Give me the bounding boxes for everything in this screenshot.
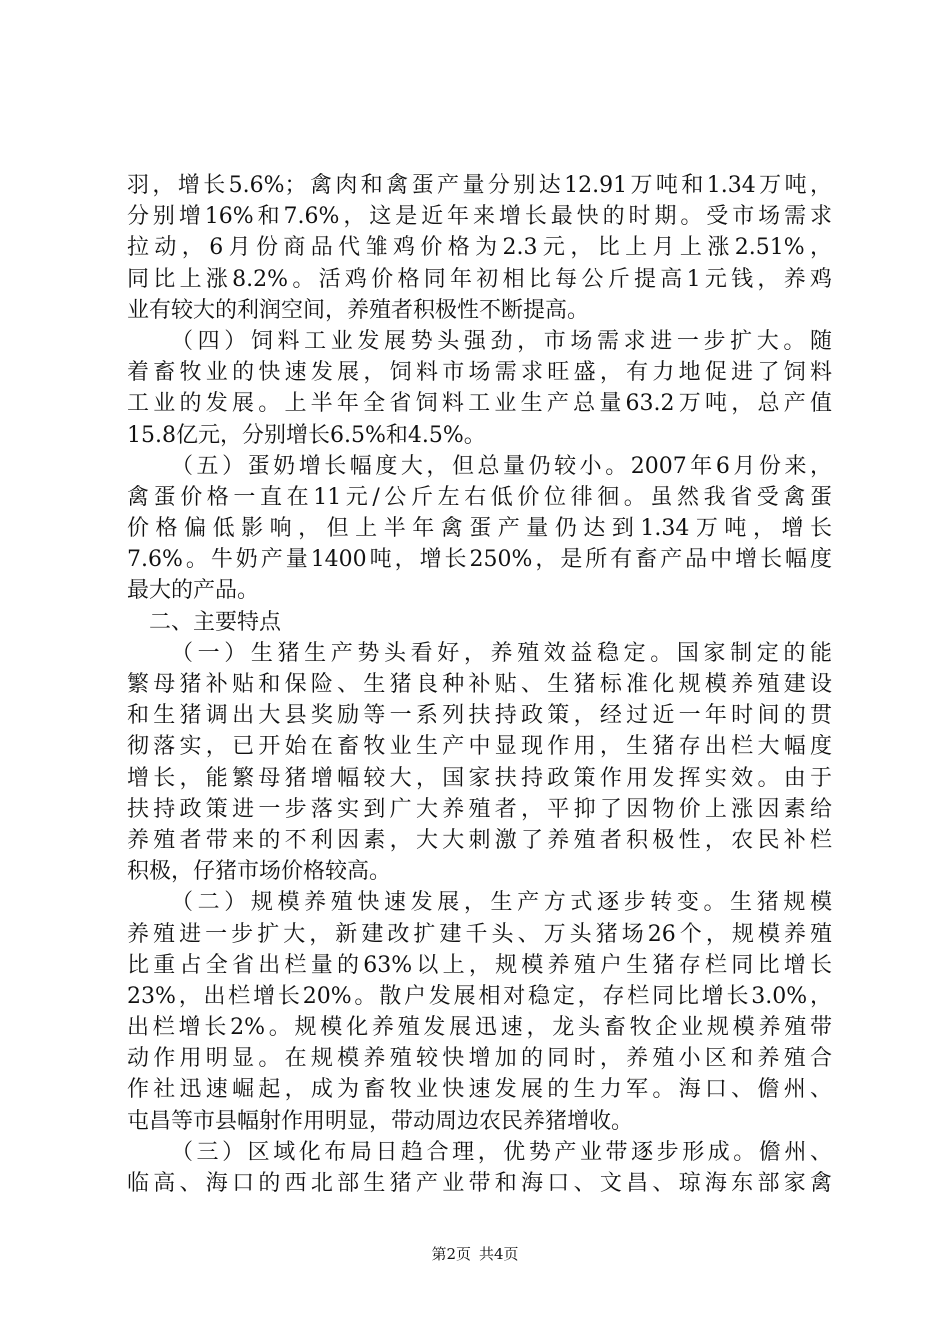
page-number: 第2页 bbox=[431, 1245, 471, 1263]
text-line: 着畜牧业的快速发展，饲料市场需求旺盛，有力地促进了饲料 bbox=[127, 360, 832, 386]
text-line: （二）规模养殖快速发展，生产方式逐步转变。生猪规模 bbox=[171, 890, 832, 916]
text-line: 同比上涨8.2%。活鸡价格同年初相比每公斤提高1元钱，养鸡 bbox=[127, 266, 832, 292]
text-line: 增长，能繁母猪增幅较大，国家扶持政策作用发挥实效。由于 bbox=[127, 765, 832, 791]
text-line: 23%，出栏增长20%。散户发展相对稳定，存栏同比增长3.0%， bbox=[127, 983, 832, 1009]
text-line: 积极，仔猪市场价格较高。 bbox=[127, 859, 392, 885]
text-line: 羽，增长5.6%；禽肉和禽蛋产量分别达12.91万吨和1.34万吨， bbox=[127, 173, 832, 198]
text-line: 出栏增长2%。规模化养殖发展迅速，龙头畜牧企业规模养殖带 bbox=[127, 1015, 832, 1041]
text-line: 和生猪调出大县奖励等一系列扶持政策，经过近一年时间的贯 bbox=[127, 703, 832, 729]
text-line: 15.8亿元，分别增长6.5%和4.5%。 bbox=[127, 422, 486, 448]
text-line: 7.6%。牛奶产量1400吨，增长250%，是所有畜产品中增长幅度 bbox=[127, 547, 832, 573]
text-line: 业有较大的利润空间，养殖者积极性不断提高。 bbox=[127, 297, 590, 323]
text-line: 作社迅速崛起，成为畜牧业快速发展的生力军。海口、儋州、 bbox=[127, 1077, 832, 1103]
text-line: 动作用明显。在规模养殖较快增加的同时，养殖小区和养殖合 bbox=[127, 1046, 832, 1072]
text-line: 分别增16%和7.6%，这是近年来增长最快的时期。受市场需求 bbox=[127, 204, 832, 230]
text-line: 比重占全省出栏量的63%以上，规模养殖户生猪存栏同比增长 bbox=[127, 952, 832, 978]
text-line: （五）蛋奶增长幅度大，但总量仍较小。2007年6月份来， bbox=[171, 453, 832, 479]
page-total: 共4页 bbox=[479, 1245, 519, 1263]
text-line: 养殖者带来的不利因素，大大刺激了养殖者积极性，农民补栏 bbox=[127, 827, 832, 853]
text-line: 繁母猪补贴和保险、生猪良种补贴、生猪标准化规模养殖建设 bbox=[127, 672, 832, 697]
text-line: 二、主要特点 bbox=[149, 609, 282, 635]
page-footer bbox=[0, 1244, 950, 1264]
text-line: 工业的发展。上半年全省饲料工业生产总量63.2万吨，总产值 bbox=[127, 391, 832, 417]
text-line: 禽蛋价格一直在11元/公斤左右低价位徘徊。虽然我省受禽蛋 bbox=[127, 484, 832, 510]
text-line: 扶持政策进一步落实到广大养殖者，平抑了因物价上涨因素给 bbox=[127, 796, 832, 822]
text-line: （三）区域化布局日趋合理，优势产业带逐步形成。儋州、 bbox=[171, 1139, 832, 1165]
text-line: 最大的产品。 bbox=[127, 578, 260, 604]
text-line: 彻落实，已开始在畜牧业生产中显现作用，生猪存出栏大幅度 bbox=[127, 734, 832, 760]
text-line: （一）生猪生产势头看好，养殖效益稳定。国家制定的能 bbox=[171, 640, 832, 666]
document-body bbox=[127, 170, 832, 1199]
text-line: 价格偏低影响，但上半年禽蛋产量仍达到1.34万吨，增长 bbox=[127, 516, 832, 542]
text-line: 临高、海口的西北部生猪产业带和海口、文昌、琼海东部家禽 bbox=[127, 1171, 832, 1196]
text-line: 拉动，6月份商品代雏鸡价格为2.3元，比上月上涨2.51%， bbox=[127, 235, 832, 261]
text-line: （四）饲料工业发展势头强劲，市场需求进一步扩大。随 bbox=[171, 328, 832, 354]
text-line: 屯昌等市县幅射作用明显，带动周边农民养猪增收。 bbox=[127, 1108, 634, 1134]
text-line: 养殖进一步扩大，新建改扩建千头、万头猪场26个，规模养殖 bbox=[127, 921, 832, 947]
